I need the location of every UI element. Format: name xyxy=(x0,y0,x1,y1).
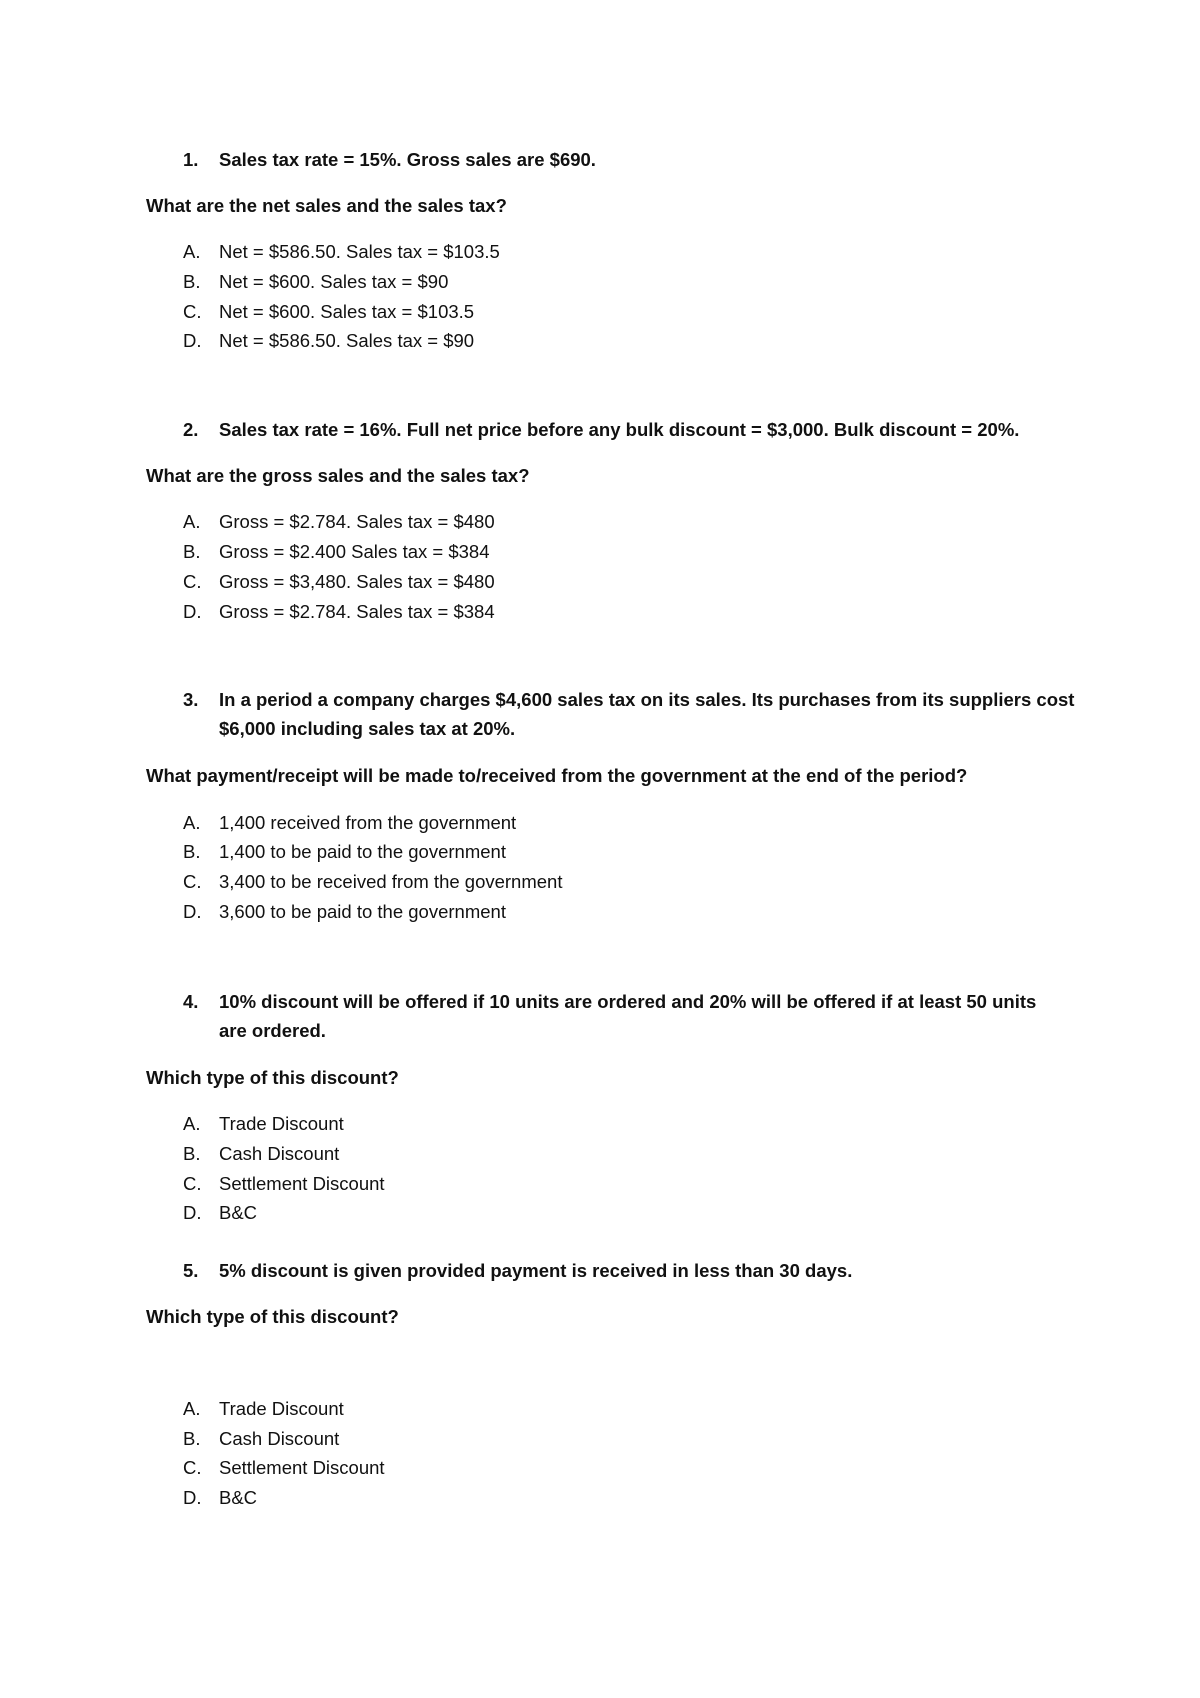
option-letter: C. xyxy=(183,301,202,322)
option-text: 3,600 to be paid to the government xyxy=(219,901,506,922)
option-text: Gross = $2.400 Sales tax = $384 xyxy=(219,541,490,562)
option-letter: D. xyxy=(183,330,202,351)
option-letter: A. xyxy=(183,1113,201,1134)
option-letter: D. xyxy=(183,1202,202,1223)
option-letter: B. xyxy=(183,841,201,862)
option-text: 1,400 received from the government xyxy=(219,812,517,833)
question-stem: 5% discount is given provided payment is received in less than 30 days. xyxy=(219,1260,853,1281)
option-text: Net = $600. Sales tax = $90 xyxy=(219,271,449,292)
option-text: Settlement Discount xyxy=(219,1173,385,1194)
option-text: Gross = $3,480. Sales tax = $480 xyxy=(219,571,495,592)
option-letter: A. xyxy=(183,1398,201,1419)
option-text: Net = $586.50. Sales tax = $103.5 xyxy=(219,241,500,262)
option-text: B&C xyxy=(219,1487,258,1508)
question-prompt: What are the net sales and the sales tax? xyxy=(146,195,507,216)
option-text: Trade Discount xyxy=(219,1113,344,1134)
option-text: Net = $600. Sales tax = $103.5 xyxy=(219,301,475,322)
question-stem: 10% discount will be offered if 10 units are ordered and 20% will be offered if at least 50 units are ordered. xyxy=(219,991,1037,1041)
option-letter: C. xyxy=(183,1457,202,1478)
option-text: Cash Discount xyxy=(219,1428,340,1449)
option-letter: C. xyxy=(183,571,202,592)
option-letter: B. xyxy=(183,1428,201,1449)
question-number: 5. xyxy=(183,1260,199,1281)
question-number: 2. xyxy=(183,419,199,440)
option-letter: D. xyxy=(183,901,202,922)
question-number: 3. xyxy=(183,689,199,710)
option-letter: C. xyxy=(183,1173,202,1194)
option-letter: A. xyxy=(183,812,201,833)
option-text: Cash Discount xyxy=(219,1143,340,1164)
option-letter: C. xyxy=(183,871,202,892)
question-number: 4. xyxy=(183,991,199,1012)
option-letter: B. xyxy=(183,541,201,562)
option-text: Gross = $2.784. Sales tax = $384 xyxy=(219,601,495,622)
option-text: Settlement Discount xyxy=(219,1457,385,1478)
option-text: Net = $586.50. Sales tax = $90 xyxy=(219,330,475,351)
option-letter: B. xyxy=(183,271,201,292)
question-prompt: Which type of this discount? xyxy=(146,1306,399,1327)
question-prompt: Which type of this discount? xyxy=(146,1067,399,1088)
option-letter: D. xyxy=(183,601,202,622)
question-prompt: What payment/receipt will be made to/received from the government at the end of the period? xyxy=(146,765,968,786)
question-number: 1. xyxy=(183,149,199,170)
question-stem: Sales tax rate = 16%. Full net price before any bulk discount = $3,000. Bulk discount = 20%. xyxy=(219,419,1020,440)
option-letter: B. xyxy=(183,1143,201,1164)
question-stem: Sales tax rate = 15%. Gross sales are $690. xyxy=(219,149,596,170)
option-letter: D. xyxy=(183,1487,202,1508)
question-prompt: What are the gross sales and the sales tax? xyxy=(146,465,530,486)
option-letter: A. xyxy=(183,511,201,532)
option-text: 3,400 to be received from the government xyxy=(219,871,563,892)
option-text: 1,400 to be paid to the government xyxy=(219,841,506,862)
option-text: B&C xyxy=(219,1202,258,1223)
question-stem: In a period a company charges $4,600 sales tax on its sales. Its purchases from its suppliers cost $6,000 including sales tax at 20%. xyxy=(219,689,1075,739)
option-text: Trade Discount xyxy=(219,1398,344,1419)
option-text: Gross = $2.784. Sales tax = $480 xyxy=(219,511,495,532)
option-letter: A. xyxy=(183,241,201,262)
